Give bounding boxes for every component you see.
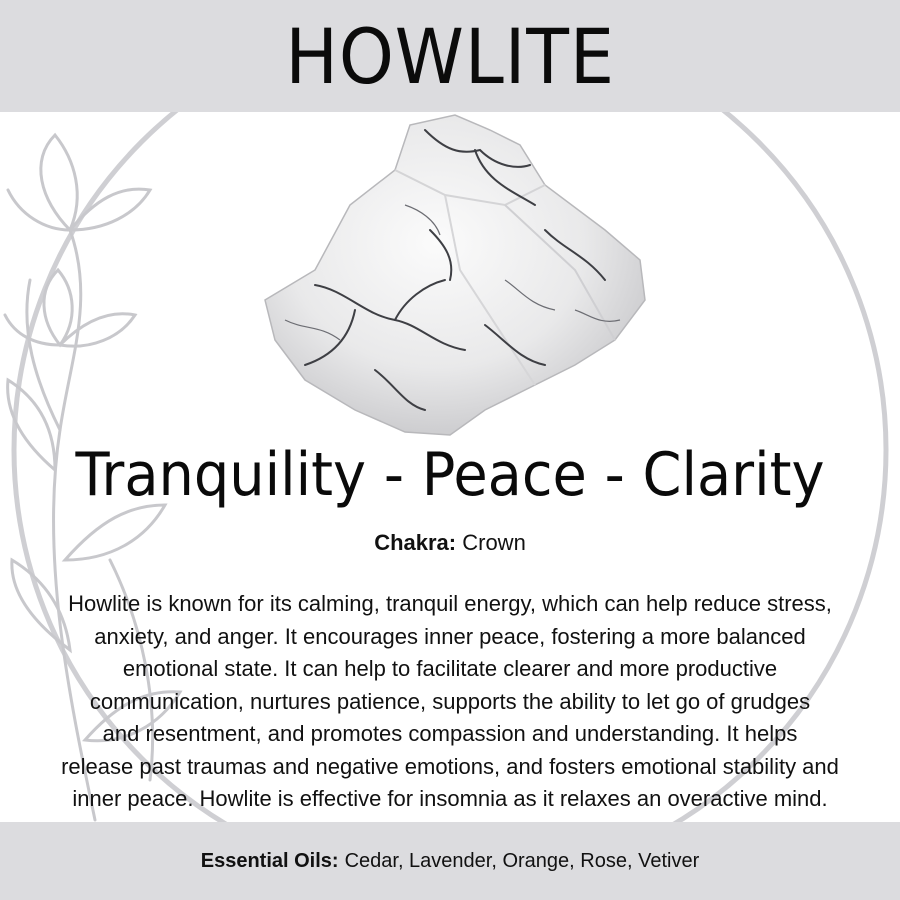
description-line: emotional state. It can help to facilitate clearer and more productive	[122, 656, 778, 681]
stone-description	[0, 588, 900, 816]
page-title: HOWLITE	[285, 11, 615, 101]
chakra-label: Chakra:	[374, 530, 457, 555]
essential-oils-value: Cedar, Lavender, Orange, Rose, Vetiver	[344, 849, 700, 872]
stone-tagline: Tranquility - Peace - Clarity	[75, 440, 825, 510]
howlite-stone-image	[245, 110, 655, 440]
chakra-line	[0, 530, 900, 556]
description-line: inner peace. Howlite is effective for insomnia as it relaxes an overactive mind.	[72, 786, 828, 811]
essential-oils-label: Essential Oils:	[200, 849, 339, 872]
description-line: and resentment, and promotes compassion and understanding. It helps	[102, 721, 798, 746]
description-line: communication, nurtures patience, supports the ability to let go of grudges	[89, 688, 811, 714]
description-line: release past traumas and negative emotions, and fosters emotional stability and	[61, 753, 839, 779]
description-line: Howlite is known for its calming, tranquil energy, which can help reduce stress,	[68, 591, 832, 616]
description-line: anxiety, and anger. It encourages inner peace, fostering a more balanced	[94, 623, 806, 649]
header-band	[0, 0, 900, 112]
footer-band	[0, 822, 900, 900]
chakra-value: Crown	[462, 530, 526, 555]
